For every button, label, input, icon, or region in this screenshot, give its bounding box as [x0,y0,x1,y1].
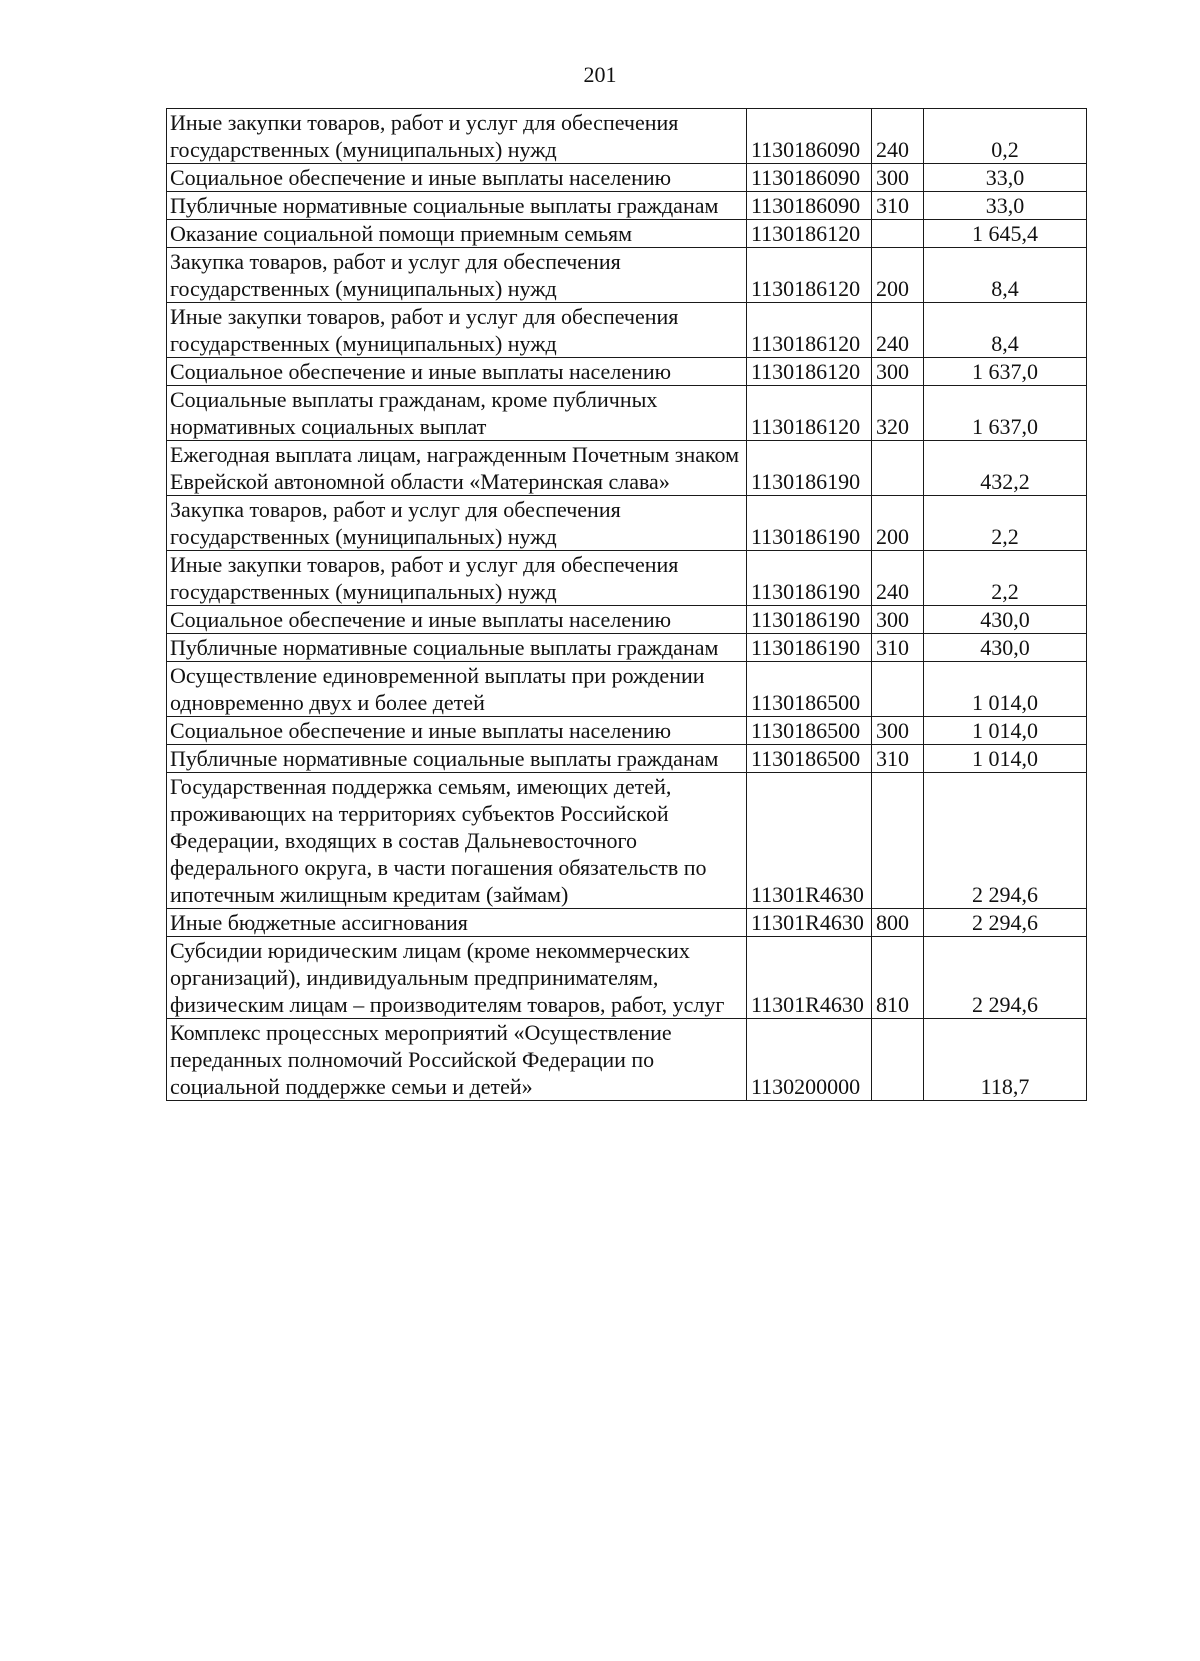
amount-cell: 432,2 [924,441,1087,496]
table-row [167,358,1087,386]
target-code-cell: 1130186500 [747,717,872,745]
target-code-cell: 1130186120 [747,248,872,303]
expense-name-cell: Закупка товаров, работ и услуг для обеспечения государственных (муниципальных) нужд [167,496,747,551]
table-row [167,662,1087,717]
expense-type-cell: 300 [872,358,924,386]
expense-type-cell: 310 [872,192,924,220]
target-code-cell: 1130186190 [747,441,872,496]
expense-name-cell: Публичные нормативные социальные выплаты гражданам [167,745,747,773]
expense-name-cell: Иные бюджетные ассигнования [167,909,747,937]
expense-type-cell [872,773,924,909]
table-row [167,551,1087,606]
expense-type-cell: 800 [872,909,924,937]
expense-type-cell [872,441,924,496]
table-row [167,606,1087,634]
amount-cell: 8,4 [924,303,1087,358]
expense-name-cell: Оказание социальной помощи приемным семьям [167,220,747,248]
table-row [167,303,1087,358]
amount-cell: 2,2 [924,496,1087,551]
amount-cell: 1 014,0 [924,745,1087,773]
expense-name-cell: Публичные нормативные социальные выплаты гражданам [167,192,747,220]
table-row [167,496,1087,551]
target-code-cell: 1130186190 [747,606,872,634]
amount-cell: 118,7 [924,1019,1087,1101]
table-row [167,164,1087,192]
table-row [167,909,1087,937]
target-code-cell: 1130186190 [747,634,872,662]
amount-cell: 33,0 [924,164,1087,192]
expense-name-cell: Социальное обеспечение и иные выплаты населению [167,358,747,386]
amount-cell: 1 637,0 [924,358,1087,386]
expense-name-cell: Субсидии юридическим лицам (кроме некоммерческих организаций), индивидуальным предпринимателям, физическим лицам – производителям товаров, работ, услуг [167,937,747,1019]
amount-cell: 0,2 [924,109,1087,164]
target-code-cell: 1130186500 [747,745,872,773]
target-code-cell: 1130186120 [747,358,872,386]
expense-type-cell: 240 [872,303,924,358]
expense-name-cell: Публичные нормативные социальные выплаты гражданам [167,634,747,662]
expense-type-cell: 240 [872,109,924,164]
amount-cell: 8,4 [924,248,1087,303]
amount-cell: 2,2 [924,551,1087,606]
expense-name-cell: Иные закупки товаров, работ и услуг для обеспечения государственных (муниципальных) нужд [167,551,747,606]
amount-cell: 33,0 [924,192,1087,220]
target-code-cell: 1130186090 [747,164,872,192]
table-row [167,773,1087,909]
target-code-cell: 11301R4630 [747,773,872,909]
target-code-cell: 1130186090 [747,192,872,220]
expense-type-cell: 300 [872,717,924,745]
target-code-cell: 1130186500 [747,662,872,717]
expense-name-cell: Социальное обеспечение и иные выплаты населению [167,606,747,634]
table-row [167,192,1087,220]
table-row [167,717,1087,745]
expense-type-cell: 310 [872,745,924,773]
expense-name-cell: Осуществление единовременной выплаты при рождении одновременно двух и более детей [167,662,747,717]
table-row [167,386,1087,441]
amount-cell: 1 014,0 [924,717,1087,745]
table-row [167,1019,1087,1101]
expense-name-cell: Социальные выплаты гражданам, кроме публичных нормативных социальных выплат [167,386,747,441]
table-row [167,248,1087,303]
table-row [167,109,1087,164]
expense-type-cell: 810 [872,937,924,1019]
expense-type-cell [872,662,924,717]
expense-type-cell [872,220,924,248]
table-row [167,937,1087,1019]
amount-cell: 430,0 [924,606,1087,634]
table-row [167,441,1087,496]
target-code-cell: 1130186090 [747,109,872,164]
amount-cell: 2 294,6 [924,937,1087,1019]
expense-type-cell [872,1019,924,1101]
amount-cell: 1 645,4 [924,220,1087,248]
expense-type-cell: 240 [872,551,924,606]
expense-name-cell: Закупка товаров, работ и услуг для обеспечения государственных (муниципальных) нужд [167,248,747,303]
expense-name-cell: Иные закупки товаров, работ и услуг для обеспечения государственных (муниципальных) нужд [167,303,747,358]
expense-name-cell: Иные закупки товаров, работ и услуг для обеспечения государственных (муниципальных) нужд [167,109,747,164]
target-code-cell: 1130186120 [747,303,872,358]
expense-name-cell: Комплекс процессных мероприятий «Осуществление переданных полномочий Российской Федерации по социальной поддержке семьи и детей» [167,1019,747,1101]
expense-type-cell: 320 [872,386,924,441]
table-row [167,634,1087,662]
target-code-cell: 1130186120 [747,386,872,441]
amount-cell: 2 294,6 [924,773,1087,909]
target-code-cell: 1130186190 [747,496,872,551]
target-code-cell: 1130186190 [747,551,872,606]
target-code-cell: 1130200000 [747,1019,872,1101]
expense-type-cell: 200 [872,248,924,303]
expense-name-cell: Государственная поддержка семьям, имеющих детей, проживающих на территориях субъектов Российской Федерации, входящих в состав Дальневосточного федерального округа, в части погашения обязательств по ипотечным жилищным кредитам (займам) [167,773,747,909]
expense-name-cell: Социальное обеспечение и иные выплаты населению [167,164,747,192]
expense-name-cell: Ежегодная выплата лицам, награжденным Почетным знаком Еврейской автономной области «Материнская слава» [167,441,747,496]
amount-cell: 2 294,6 [924,909,1087,937]
target-code-cell: 11301R4630 [747,909,872,937]
expense-type-cell: 300 [872,606,924,634]
amount-cell: 1 014,0 [924,662,1087,717]
table-row [167,220,1087,248]
expense-type-cell: 300 [872,164,924,192]
target-code-cell: 1130186120 [747,220,872,248]
expense-type-cell: 200 [872,496,924,551]
amount-cell: 1 637,0 [924,386,1087,441]
page-number: 201 [583,62,617,87]
target-code-cell: 11301R4630 [747,937,872,1019]
expense-name-cell: Социальное обеспечение и иные выплаты населению [167,717,747,745]
expense-type-cell: 310 [872,634,924,662]
table-row [167,745,1087,773]
budget-table [166,108,1087,1101]
amount-cell: 430,0 [924,634,1087,662]
